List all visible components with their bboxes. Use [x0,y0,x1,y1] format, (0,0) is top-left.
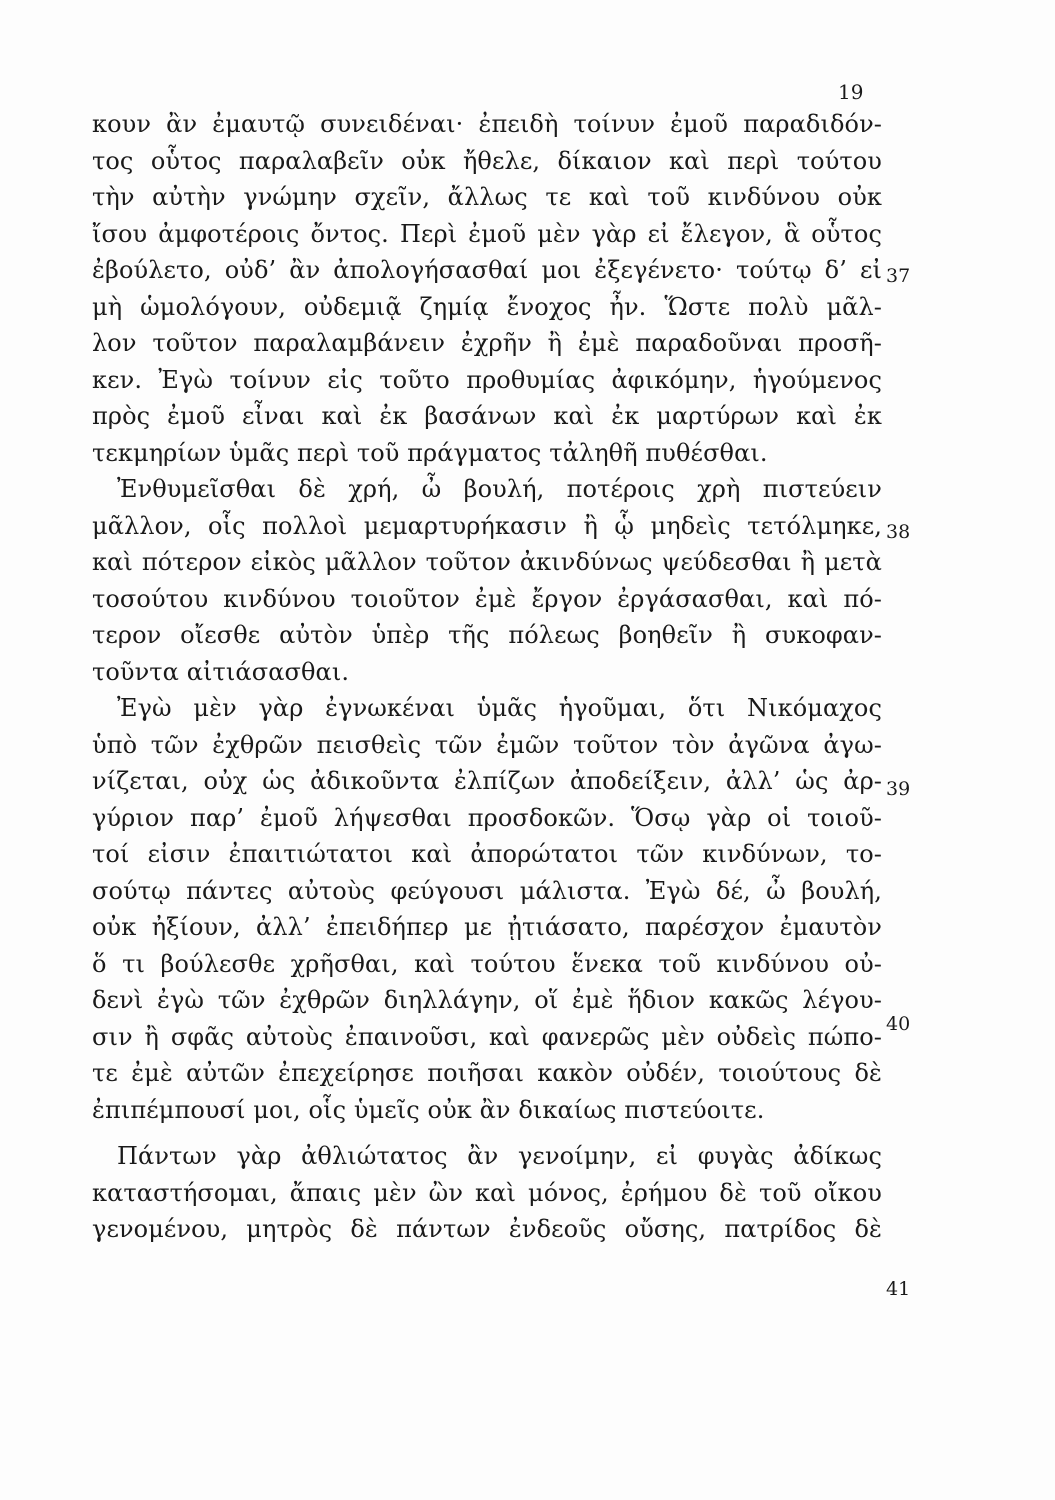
section-number: 38 [886,521,911,543]
text-line: ἐπιπέμπουσί μοι, οἷς ὑμεῖς οὐκ ἂν δικαίως πιστεύοιτε. [92,1095,765,1124]
section-number: 40 [886,1013,911,1035]
text-line: δενὶ ἐγὼ τῶν ἐχθρῶν διηλλάγην, οἵ ἐμὲ ἥδιον κακῶς λέγου- [92,986,882,1014]
text-line: ὅ τι βούλεσθε χρῆσθαι, καὶ τούτου ἕνεκα τοῦ κινδύνου οὐ- [92,949,882,978]
text-line: Ἐνθυμεῖσθαι δὲ χρή, ὦ βουλή, ποτέροις χρὴ πιστεύειν [117,475,882,503]
text-line: σιν ἢ σφᾶς αὐτοὺς ἐπαινοῦσι, καὶ φανερῶς μὲν οὐδεὶς πώπο- [92,1022,882,1051]
section-number: 41 [886,1278,911,1300]
section-number: 37 [886,265,911,287]
body-text [92,106,882,1248]
text-line: τεκμηρίων ὑμᾶς περὶ τοῦ πράγματος τἀληθῆ πυθέσθαι. [92,438,768,467]
text-line: τε ἐμὲ αὐτῶν ἐπεχείρησε ποιῆσαι κακὸν οὐδέν, τοιούτους δὲ [92,1059,882,1087]
text-line: μὴ ὡμολόγουν, οὐδεμιᾷ ζημίᾳ ἔνοχος ἦν. Ὥστε πολὺ μᾶλ- [92,292,882,321]
text-line: νίζεται, οὐχ ὡς ἀδικοῦντα ἐλπίζων ἀποδείξειν, ἀλλ’ ὡς ἀρ- [92,767,882,795]
text-line: ὑπὸ τῶν ἐχθρῶν πεισθεὶς τῶν ἐμῶν τοῦτον τὸν ἀγῶνα ἀγω- [92,730,882,759]
text-line: τὴν αὐτὴν γνώμην σχεῖν, ἄλλως τε καὶ τοῦ κινδύνου οὐκ [92,183,882,211]
text-line: Πάντων γὰρ ἀθλιώτατος ἂν γενοίμην, εἰ φυγὰς ἀδίκως [117,1142,882,1170]
text-line: τοῦντα αἰτιάσασθαι. [92,657,350,686]
text-line: ἴσου ἀμφοτέροις ὄντος. Περὶ ἐμοῦ μὲν γὰρ εἰ ἔλεγον, ἃ οὗτος [92,219,882,248]
text-line: γενομένου, μητρὸς δὲ πάντων ἐνδεοῦς οὔσης, πατρίδος δὲ [92,1215,882,1243]
text-line: κεν. Ἐγὼ τοίνυν εἰς τοῦτο προθυμίας ἀφικόμην, ἡγούμενος [92,365,882,394]
text-line: οὐκ ἠξίουν, ἀλλ’ ἐπειδήπερ με ᾐτιάσατο, παρέσχον ἐμαυτὸν [92,913,882,941]
text-line: τοσούτου κινδύνου τοιοῦτον ἐμὲ ἔργον ἐργάσασθαι, καὶ πό- [92,584,882,613]
text-line: καταστήσομαι, ἄπαις μὲν ὢν καὶ μόνος, ἐρήμου δὲ τοῦ οἴκου [92,1178,882,1207]
text-line: καὶ πότερον εἰκὸς μᾶλλον τοῦτον ἀκινδύνως ψεύδεσθαι ἢ μετὰ [92,548,882,576]
text-line: σούτῳ πάντες αὐτοὺς φεύγουσι μάλιστα. Ἐγὼ δέ, ὦ βουλή, [92,876,882,905]
text-line: πρὸς ἐμοῦ εἶναι καὶ ἐκ βασάνων καὶ ἐκ μαρτύρων καὶ ἐκ [92,402,882,430]
text-line: ἐβούλετο, οὐδ’ ἂν ἀπολογήσασθαί μοι ἐξεγένετο· τούτῳ δ’ εἰ [92,256,882,284]
text-line: λον τοῦτον παραλαμβάνειν ἐχρῆν ἢ ἐμὲ παραδοῦναι προσῆ- [92,329,882,357]
text-line: γύριον παρ’ ἐμοῦ λήψεσθαι προσδοκῶν. Ὅσῳ γὰρ οἱ τοιοῦ- [92,803,882,832]
text-line: Ἐγὼ μὲν γὰρ ἐγνωκέναι ὑμᾶς ἡγοῦμαι, ὅτι Νικόμαχος [117,694,882,722]
text-line: τος οὗτος παραλαβεῖν οὐκ ἤθελε, δίκαιον καὶ περὶ τούτου [92,146,882,175]
text-line: κουν ἂν ἐμαυτῷ συνειδέναι· ἐπειδὴ τοίνυν ἐμοῦ παραδιδόν- [92,110,882,138]
page-number: 19 [838,80,864,104]
text-line: τερον οἴεσθε αὐτὸν ὑπὲρ τῆς πόλεως βοηθεῖν ἢ συκοφαν- [92,621,882,649]
text-line: τοί εἰσιν ἐπαιτιώτατοι καὶ ἀπορώτατοι τῶν κινδύνων, το- [92,840,882,868]
section-number: 39 [886,778,911,800]
text-line: μᾶλλον, οἷς πολλοὶ μεμαρτυρήκασιν ἢ ᾧ μηδεὶς τετόλμηκε, [92,511,882,540]
